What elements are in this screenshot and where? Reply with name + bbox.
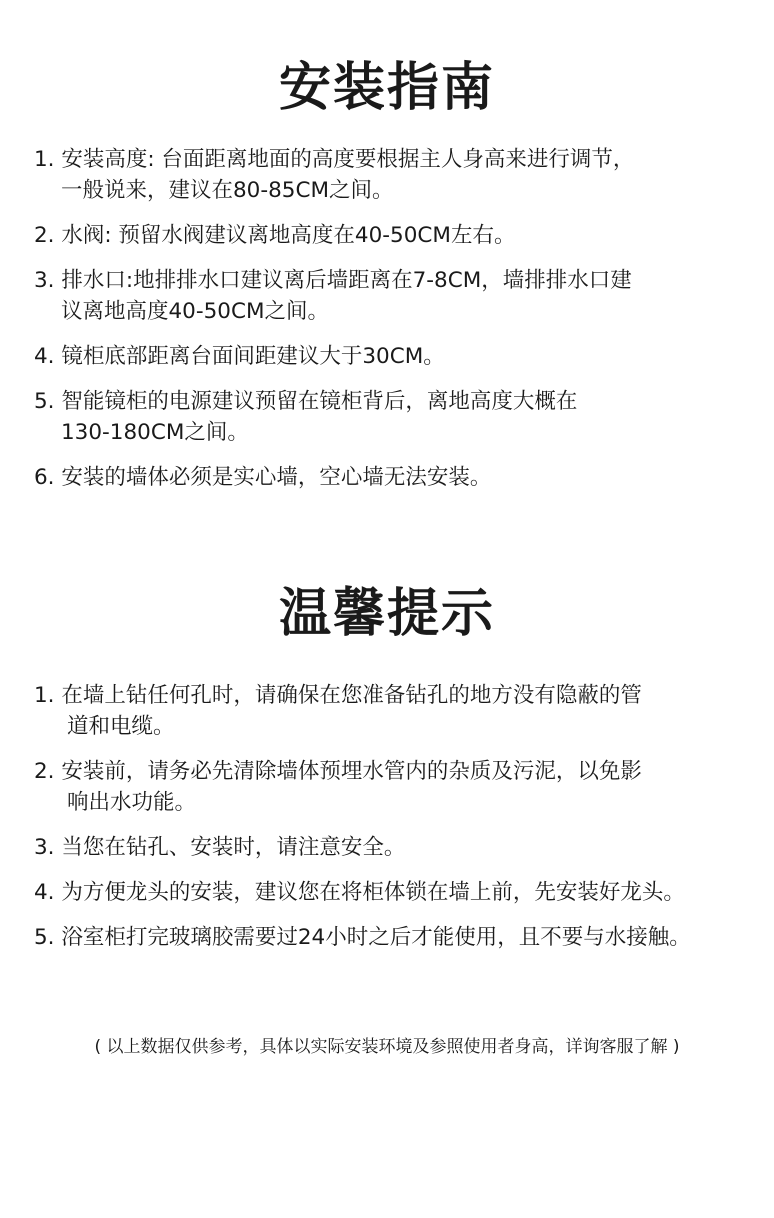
reference-note: ( 以上数据仅供参考，具体以实际安装环境及参照使用者身高，详询客服了解 ) [94, 1037, 680, 1057]
install-item [34, 220, 749, 251]
install-item-line: 130-180CM之间。 [61, 420, 249, 445]
install-item-line: 2. 水阀: 预留水阀建议离地高度在40-50CM左右。 [34, 223, 516, 248]
tips-item-line: 4. 为方便龙头的安装，建议您在将柜体锁在墙上前，先安装好龙头。 [34, 880, 685, 905]
tips-item [34, 922, 749, 953]
install-item-line: 6. 安装的墙体必须是实心墙，空心墙无法安装。 [34, 465, 492, 490]
tips-item-line: 2. 安装前，请务必先清除墙体预埋水管内的杂质及污泥，以免影 [34, 759, 642, 784]
tips-item [34, 680, 749, 742]
tips-item [34, 832, 749, 863]
tips-item [34, 877, 749, 908]
install-item-line: 1. 安装高度: 台面距离地面的高度要根据主人身高来进行调节， [34, 147, 635, 172]
install-item-line: 一般说来，建议在80-85CM之间。 [61, 178, 394, 203]
install-item [34, 265, 749, 327]
tips-item-line: 响出水功能。 [67, 790, 197, 815]
tips-list [34, 680, 749, 967]
install-item [34, 341, 749, 372]
install-item-line: 3. 排水口:地排排水口建议离后墙距离在7-8CM，墙排排水口建 [34, 268, 632, 293]
install-item [34, 386, 749, 448]
install-guide-list [34, 144, 749, 507]
install-item [34, 462, 749, 493]
tips-item-line: 3. 当您在钻孔、安装时，请注意安全。 [34, 835, 406, 860]
tips-item-line: 道和电缆。 [67, 714, 175, 739]
install-guide-title: 安装指南 [278, 58, 495, 118]
tips-item-line: 5. 浴室柜打完玻璃胶需要过24小时之后才能使用，且不要与水接触。 [34, 925, 691, 950]
tips-title: 温馨提示 [278, 584, 495, 644]
tips-item [34, 756, 749, 818]
install-item-line: 4. 镜柜底部距离台面间距建议大于30CM。 [34, 344, 445, 369]
tips-item-line: 1. 在墙上钻任何孔时，请确保在您准备钻孔的地方没有隐蔽的管 [34, 683, 642, 708]
install-item-line: 5. 智能镜柜的电源建议预留在镜柜背后，离地高度大概在 [34, 389, 578, 414]
install-item-line: 议离地高度40-50CM之间。 [61, 299, 330, 324]
install-item [34, 144, 749, 206]
